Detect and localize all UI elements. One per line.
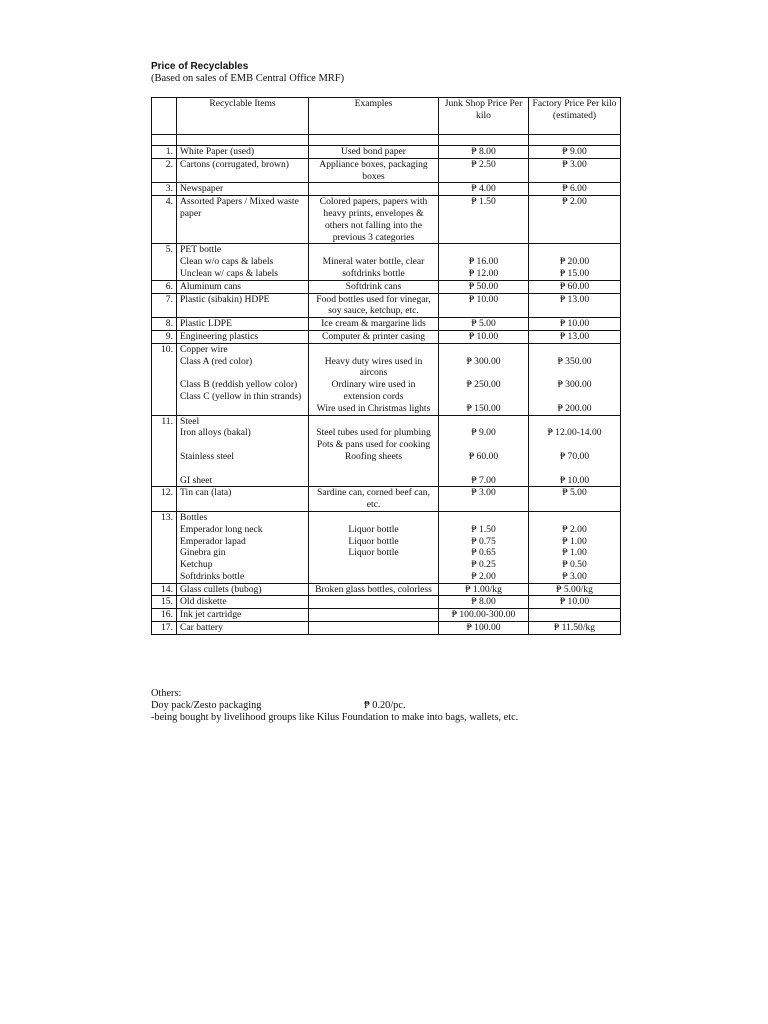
junk-shop-price-line: ₱ 12.00	[468, 267, 499, 279]
item-examples	[309, 622, 439, 635]
item-examples-line: Roofing sheets	[344, 450, 403, 462]
factory-price-line	[532, 244, 617, 256]
item-examples-line	[312, 609, 435, 621]
others-price: ₱ 0.20/pc.	[364, 700, 406, 711]
item-names-line: Copper wire	[180, 343, 228, 355]
table-row	[152, 280, 621, 293]
item-names-line: Plastic (sibakin) HDPE	[180, 293, 270, 305]
factory-price-line	[532, 416, 617, 428]
factory-price-line: ₱ 12.00-14.00	[547, 427, 602, 439]
junk-shop-price-line: ₱ 4.00	[471, 183, 496, 195]
item-names-line: Class B (reddish yellow color)	[180, 379, 298, 391]
item-examples	[309, 183, 439, 196]
factory-price-line: ₱ 3.00	[562, 158, 587, 170]
item-names-line: Softdrinks bottle	[180, 570, 245, 582]
factory-price-line	[532, 609, 617, 621]
item-examples	[309, 318, 439, 331]
item-names-line: Stainless steel	[180, 450, 235, 462]
junk-shop-price-line: ₱ 100.00-300.00	[451, 609, 516, 621]
item-examples-line	[312, 512, 435, 524]
junk-shop-price	[439, 415, 529, 487]
factory-price-line: ₱ 1.00	[562, 535, 587, 547]
item-names-line	[180, 463, 305, 475]
junk-shop-price	[439, 330, 529, 343]
item-examples-line: Steel tubes used for plumbing	[316, 427, 431, 439]
factory-price-line: ₱ 0.50	[562, 559, 587, 571]
item-names-line: Engineering plastics	[180, 330, 259, 342]
item-examples	[309, 196, 439, 244]
factory-price-line: ₱ 2.00	[562, 523, 587, 535]
junk-shop-price	[439, 280, 529, 293]
item-names-line: Steel	[180, 415, 200, 427]
junk-shop-price-line: ₱ 150.00	[466, 402, 501, 414]
table-row	[152, 583, 621, 596]
item-names-line: Ink jet cartridge	[180, 609, 242, 621]
junk-shop-price-line: ₱ 9.00	[471, 427, 496, 439]
junk-shop-price-line: ₱ 2.50	[471, 158, 496, 170]
factory-price	[529, 487, 621, 512]
junk-shop-price-line	[442, 463, 525, 475]
junk-shop-price	[439, 196, 529, 244]
factory-price	[529, 196, 621, 244]
factory-price-line: ₱ 5.00	[562, 487, 587, 499]
factory-price-line: ₱ 10.00	[559, 596, 590, 608]
item-examples	[309, 293, 439, 318]
table-row	[152, 511, 621, 583]
item-names-line: Tin can (lata)	[180, 487, 232, 499]
item-names-line: Ketchup	[180, 559, 213, 571]
item-examples	[309, 415, 439, 487]
item-examples-line: Wire used in Christmas lights	[316, 402, 431, 414]
junk-shop-price-line	[442, 244, 525, 256]
junk-shop-price	[439, 158, 529, 183]
item-names-line: Bottles	[180, 511, 208, 523]
row-number: 6.	[152, 280, 177, 293]
factory-price	[529, 596, 621, 609]
factory-price-line: ₱ 1.00	[562, 547, 587, 559]
table-row	[152, 487, 621, 512]
junk-shop-price-line	[442, 416, 525, 428]
item-examples-line: Computer & printer casing	[321, 330, 426, 342]
item-examples-line: Pots & pans used for cooking	[316, 439, 431, 451]
junk-shop-price	[439, 343, 529, 415]
factory-price-line	[532, 463, 617, 475]
junk-shop-price-line: ₱ 5.00	[471, 318, 496, 330]
item-names-line: Car battery	[180, 622, 223, 634]
item-examples-line: Colored papers, papers with heavy prints, envelopes & others not falling into the previous 3 categories	[319, 196, 428, 243]
header-factory-price: Factory Price Per kilo (estimated)	[529, 98, 621, 135]
header-examples: Examples	[309, 98, 439, 135]
factory-price-line: ₱ 11.50/kg	[553, 622, 596, 634]
factory-price-line	[532, 512, 617, 524]
row-number: 14.	[152, 583, 177, 596]
junk-shop-price-line: ₱ 2.00	[471, 570, 496, 582]
item-examples	[309, 583, 439, 596]
item-examples-line	[312, 344, 435, 356]
item-names-line: Glass cullets (bubog)	[180, 583, 262, 595]
factory-price	[529, 183, 621, 196]
item-names-line: Aluminum cans	[180, 280, 242, 292]
junk-shop-price-line: ₱ 10.00	[468, 293, 499, 305]
price-table-body	[152, 146, 621, 635]
header-junk-shop-price: Junk Shop Price Per kilo	[439, 98, 529, 135]
junk-shop-price-line: ₱ 300.00	[466, 355, 501, 367]
item-names	[177, 609, 309, 622]
junk-shop-price	[439, 183, 529, 196]
header-recyclable-items: Recyclable Items	[177, 98, 309, 135]
junk-shop-price-line: ₱ 0.75	[471, 535, 496, 547]
junk-shop-price-line: ₱ 3.00	[471, 487, 496, 499]
price-table	[151, 97, 621, 635]
item-examples	[309, 596, 439, 609]
table-row	[152, 415, 621, 487]
factory-price-line: ₱ 3.00	[562, 570, 587, 582]
factory-price	[529, 330, 621, 343]
junk-shop-price-line: ₱ 0.25	[471, 559, 496, 571]
row-number: 11.	[152, 415, 177, 487]
factory-price-line: ₱ 6.00	[562, 183, 587, 195]
table-row	[152, 622, 621, 635]
factory-price	[529, 280, 621, 293]
item-names-line	[180, 367, 305, 379]
item-examples	[309, 244, 439, 280]
row-number: 13.	[152, 511, 177, 583]
table-row	[152, 196, 621, 244]
junk-shop-price-line: ₱ 60.00	[468, 450, 499, 462]
junk-shop-price-line: ₱ 8.00	[471, 596, 496, 608]
item-examples-line: Ordinary wire used in extension cords	[331, 379, 416, 402]
item-names-line: Emperador long neck	[180, 523, 263, 535]
page-title: Price of Recyclables	[151, 61, 249, 72]
factory-price-line	[532, 367, 617, 379]
item-examples-line: Mineral water bottle, clear softdrinks bottle	[322, 256, 425, 279]
junk-shop-price-line: ₱ 8.00	[471, 146, 496, 157]
factory-price	[529, 583, 621, 596]
item-examples-line: Broken glass bottles, colorless	[315, 583, 432, 595]
factory-price-line: ₱ 9.00	[562, 146, 587, 157]
item-names-line: Assorted Papers / Mixed waste paper	[180, 196, 299, 219]
row-number: 2.	[152, 158, 177, 183]
item-examples	[309, 609, 439, 622]
factory-price-line: ₱ 5.00/kg	[556, 583, 593, 595]
table-row	[152, 343, 621, 415]
factory-price-line: ₱ 20.00	[559, 256, 590, 268]
item-examples-line: Ice cream & margarine lids	[321, 318, 426, 330]
factory-price	[529, 343, 621, 415]
item-names-line: Emperador lapad	[180, 535, 246, 547]
row-number: 10.	[152, 343, 177, 415]
item-names	[177, 196, 309, 244]
junk-shop-price	[439, 146, 529, 159]
row-number: 4.	[152, 196, 177, 244]
junk-shop-price-line	[442, 439, 525, 451]
item-examples-line	[312, 596, 435, 608]
header-number	[152, 98, 177, 135]
table-row	[152, 244, 621, 280]
item-names-line	[180, 439, 305, 451]
factory-price-line	[532, 391, 617, 403]
factory-price-line	[532, 439, 617, 451]
item-examples-line	[312, 244, 435, 256]
item-names	[177, 487, 309, 512]
junk-shop-price-line: ₱ 10.00	[468, 330, 499, 342]
row-number: 3.	[152, 183, 177, 196]
item-names	[177, 293, 309, 318]
item-names-line: White Paper (used)	[180, 146, 255, 157]
item-names	[177, 330, 309, 343]
others-section	[151, 688, 518, 724]
item-names	[177, 343, 309, 415]
row-number: 16.	[152, 609, 177, 622]
junk-shop-price	[439, 318, 529, 331]
item-names	[177, 596, 309, 609]
junk-shop-price	[439, 596, 529, 609]
factory-price-line: ₱ 2.00	[562, 196, 587, 208]
item-names	[177, 183, 309, 196]
item-names-line: Ginebra gin	[180, 547, 226, 559]
item-examples-line: Used bond paper	[340, 146, 406, 157]
item-examples-line: Liquor bottle	[348, 523, 399, 535]
junk-shop-price-line	[442, 367, 525, 379]
factory-price	[529, 511, 621, 583]
table-row	[152, 596, 621, 609]
row-number: 9.	[152, 330, 177, 343]
item-names-line: Clean w/o caps & labels	[180, 256, 274, 268]
item-names	[177, 511, 309, 583]
item-names-line: Plastic LDPE	[180, 318, 232, 330]
item-examples-line: Softdrink cans	[345, 280, 402, 292]
table-row	[152, 330, 621, 343]
junk-shop-price	[439, 609, 529, 622]
junk-shop-price	[439, 487, 529, 512]
table-row	[152, 183, 621, 196]
item-names	[177, 583, 309, 596]
junk-shop-price-line: ₱ 1.00/kg	[465, 583, 502, 595]
factory-price	[529, 244, 621, 280]
junk-shop-price-line: ₱ 0.65	[471, 547, 496, 559]
item-names-line: Unclean w/ caps & labels	[180, 267, 279, 279]
item-examples	[309, 158, 439, 183]
item-names	[177, 146, 309, 159]
junk-shop-price-line: ₱ 1.50	[471, 196, 496, 208]
table-row	[152, 318, 621, 331]
factory-price-line: ₱ 70.00	[559, 450, 590, 462]
factory-price	[529, 158, 621, 183]
item-examples-line	[312, 622, 435, 634]
junk-shop-price-line	[442, 344, 525, 356]
item-examples-line: Appliance boxes, packaging boxes	[319, 158, 428, 182]
item-examples-line: Liquor bottle	[348, 547, 399, 559]
factory-price-line: ₱ 13.00	[559, 330, 590, 342]
item-names-line: Iron alloys (bakal)	[180, 427, 251, 439]
factory-price-line: ₱ 13.00	[559, 293, 590, 305]
row-number: 17.	[152, 622, 177, 635]
item-examples	[309, 487, 439, 512]
item-examples-line: Liquor bottle	[348, 535, 399, 547]
row-number: 8.	[152, 318, 177, 331]
row-number: 12.	[152, 487, 177, 512]
factory-price-line: ₱ 200.00	[557, 402, 592, 414]
table-row	[152, 293, 621, 318]
row-number: 5.	[152, 244, 177, 280]
factory-price	[529, 318, 621, 331]
factory-price-line: ₱ 300.00	[557, 379, 592, 391]
junk-shop-price-line: ₱ 1.50	[471, 523, 496, 535]
item-examples-line: Food bottles used for vinegar, soy sauce, ketchup, etc.	[316, 293, 431, 317]
factory-price-line: ₱ 60.00	[559, 280, 590, 292]
item-examples-line: Sardine can, corned beef can, etc.	[317, 487, 430, 511]
row-number: 1.	[152, 146, 177, 159]
page-subtitle: (Based on sales of EMB Central Office MRF)	[151, 73, 345, 84]
item-examples-line: Heavy duty wires used in aircons	[324, 355, 423, 379]
item-examples	[309, 280, 439, 293]
others-item: Doy pack/Zesto packaging	[151, 700, 262, 711]
item-examples-line	[312, 416, 435, 428]
junk-shop-price	[439, 293, 529, 318]
item-names	[177, 280, 309, 293]
junk-shop-price-line: ₱ 7.00	[471, 474, 496, 486]
junk-shop-price-line: ₱ 16.00	[468, 256, 499, 268]
item-examples	[309, 146, 439, 159]
junk-shop-price	[439, 511, 529, 583]
row-number: 15.	[152, 596, 177, 609]
item-names-line: Old diskette	[180, 596, 227, 608]
factory-price-line: ₱ 10.00	[559, 474, 590, 486]
row-number: 7.	[152, 293, 177, 318]
others-label: Others:	[151, 688, 182, 699]
factory-price	[529, 609, 621, 622]
table-row	[152, 609, 621, 622]
item-names	[177, 622, 309, 635]
table-row	[152, 146, 621, 159]
item-names-line: GI sheet	[180, 474, 213, 486]
factory-price-line	[532, 344, 617, 356]
item-examples	[309, 343, 439, 415]
item-names	[177, 158, 309, 183]
item-names-line: Class C (yellow in thin strands)	[180, 390, 302, 402]
junk-shop-price-line: ₱ 100.00	[466, 622, 501, 634]
junk-shop-price-line	[442, 512, 525, 524]
junk-shop-price-line	[442, 391, 525, 403]
item-names	[177, 415, 309, 487]
item-names	[177, 244, 309, 280]
factory-price-line: ₱ 15.00	[559, 267, 590, 279]
junk-shop-price	[439, 622, 529, 635]
item-examples	[309, 330, 439, 343]
junk-shop-price	[439, 583, 529, 596]
item-names	[177, 318, 309, 331]
junk-shop-price-line: ₱ 50.00	[468, 280, 499, 292]
junk-shop-price	[439, 244, 529, 280]
junk-shop-price-line: ₱ 250.00	[466, 379, 501, 391]
others-note: -being bought by livelihood groups like Kilus Foundation to make into bags, wallets, etc.	[151, 712, 519, 723]
factory-price	[529, 622, 621, 635]
item-examples	[309, 511, 439, 583]
item-examples-line	[312, 183, 435, 195]
table-row	[152, 158, 621, 183]
item-names-line: Cartons (corrugated, brown)	[180, 158, 289, 170]
item-names-line: Newspaper	[180, 183, 224, 195]
factory-price	[529, 293, 621, 318]
item-names-line: Class A (red color)	[180, 355, 253, 367]
factory-price	[529, 415, 621, 487]
factory-price-line: ₱ 350.00	[557, 355, 592, 367]
factory-price-line: ₱ 10.00	[559, 318, 590, 330]
factory-price	[529, 146, 621, 159]
item-names-line: PET bottle	[180, 244, 222, 256]
